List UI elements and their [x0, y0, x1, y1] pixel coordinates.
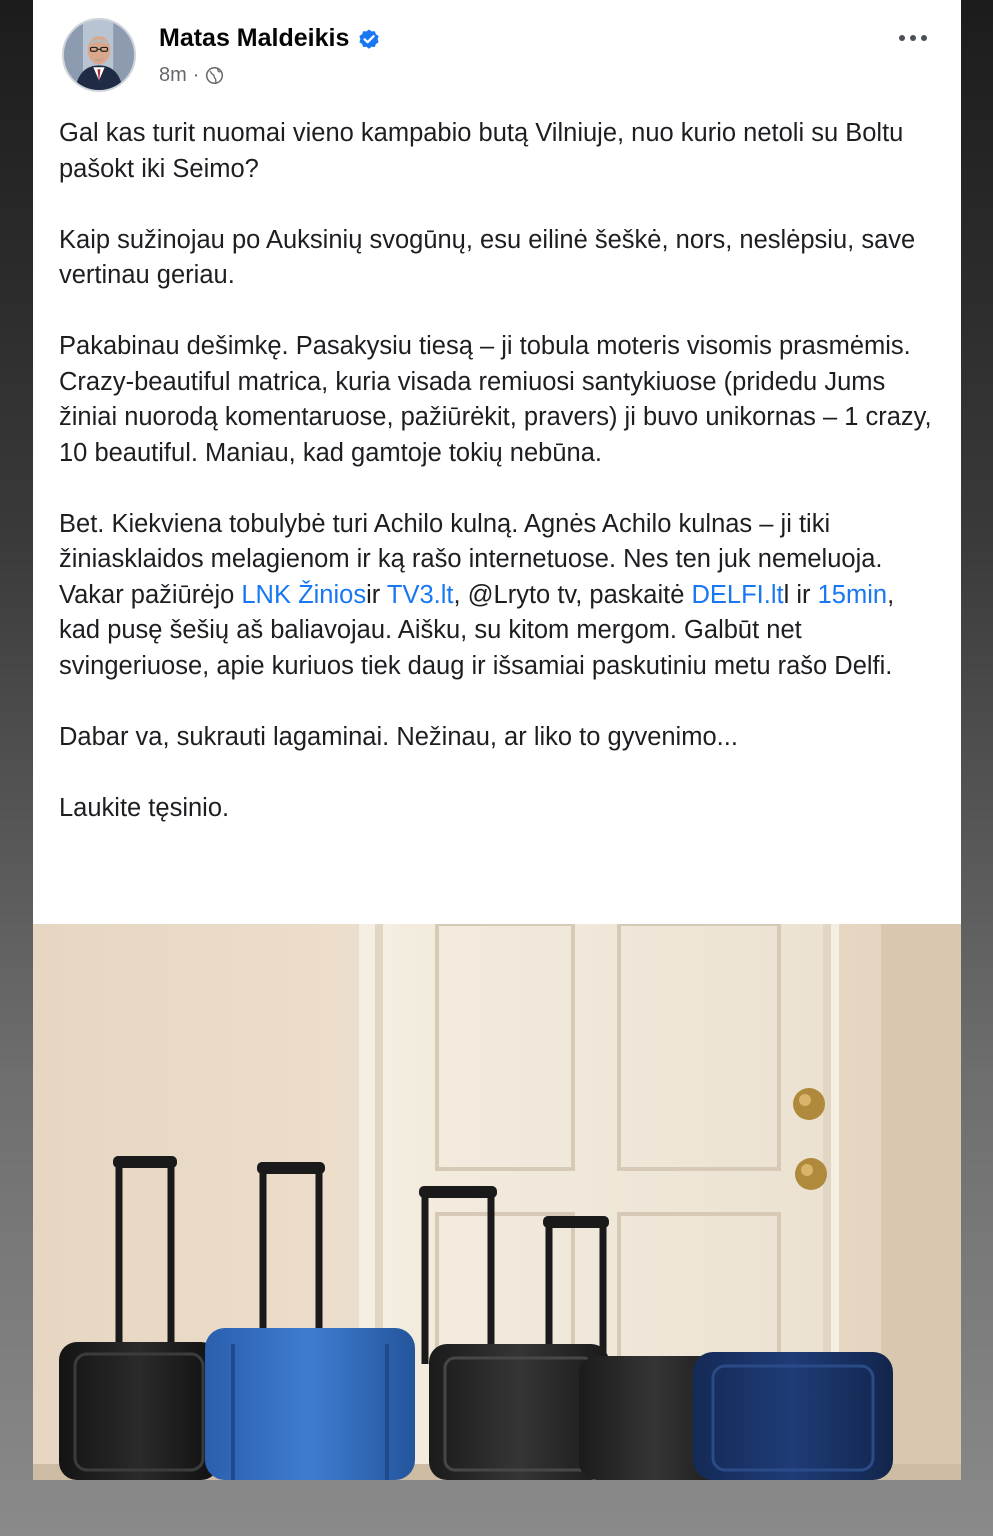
post-paragraph: Laukite tęsinio.: [59, 793, 230, 822]
paragraph-text: Bet. Kiekviena tobulybė turi Achilo kulną. Agnės Achilo kulnas – ji tiki žiniasklaidos melagienom ir ką rašo internetuose. Nes ten juk nemeluoja. Vakar pažiūrėjo: [59, 509, 883, 609]
author-row: [159, 24, 381, 53]
paragraph-text: l ir: [783, 580, 818, 609]
post-header: [33, 0, 961, 100]
post-card: [33, 0, 961, 1480]
link-delfi[interactable]: DELFI.lt: [691, 580, 784, 609]
post-paragraph: Pakabinau dešimkę. Pasakysiu tiesą – ji tobula moteris visomis prasmėmis. Crazy-beautiful matrica, kuria visada remiuosi santykiuose (pridedu Jums žiniai nuorodą komentaruose, pažiūrėkit, pravers) ji buvo unikornas – 1 crazy, 10 beautiful. Maniau, kad gamtoje tokių nebūna.: [59, 332, 932, 467]
meta-separator: ·: [192, 64, 200, 86]
post-paragraph: Dabar va, sukrauti lagaminai. Nežinau, ar liko to gyvenimo...: [59, 722, 738, 751]
post-timestamp[interactable]: 8m: [159, 64, 187, 86]
author-avatar[interactable]: [62, 18, 136, 92]
link-15min[interactable]: 15min: [817, 580, 888, 609]
verified-badge-icon: [357, 27, 381, 51]
post-photo-suitcases[interactable]: [33, 924, 961, 1480]
post-body: [59, 116, 939, 826]
post-paragraph: [59, 507, 939, 685]
globe-icon[interactable]: [205, 66, 224, 85]
more-options-icon-dot: [921, 35, 927, 41]
more-options-icon-dot: [910, 35, 916, 41]
paragraph-text: ir: [366, 580, 387, 609]
paragraph-text: , @Lryto tv, paskaitė: [453, 580, 692, 609]
post-meta: [159, 64, 224, 87]
paragraph-text: , kad pusę šešių aš baliavojau. Aišku, su kitom mergom. Galbūt net svingeriuose, apie kuriuos tiek daug ir išsamiai paskutiniu metu rašo Delfi.: [59, 580, 895, 680]
more-options-button[interactable]: [893, 26, 933, 50]
post-paragraph: Kaip sužinojau po Auksinių svogūnų, esu eilinė šeškė, nors, neslėpsiu, save vertinau geriau.: [59, 225, 916, 289]
avatar-portrait: [64, 20, 134, 90]
more-options-icon-dot: [899, 35, 905, 41]
author-name[interactable]: Matas Maldeikis: [159, 24, 350, 52]
link-lnk-zinios[interactable]: LNK Žinios: [241, 580, 367, 609]
post-paragraph: Gal kas turit nuomai vieno kampabio butą Vilniuje, nuo kurio netoli su Boltu pašokt iki Seimo?: [59, 119, 904, 183]
link-tv3[interactable]: TV3.lt: [386, 580, 454, 609]
